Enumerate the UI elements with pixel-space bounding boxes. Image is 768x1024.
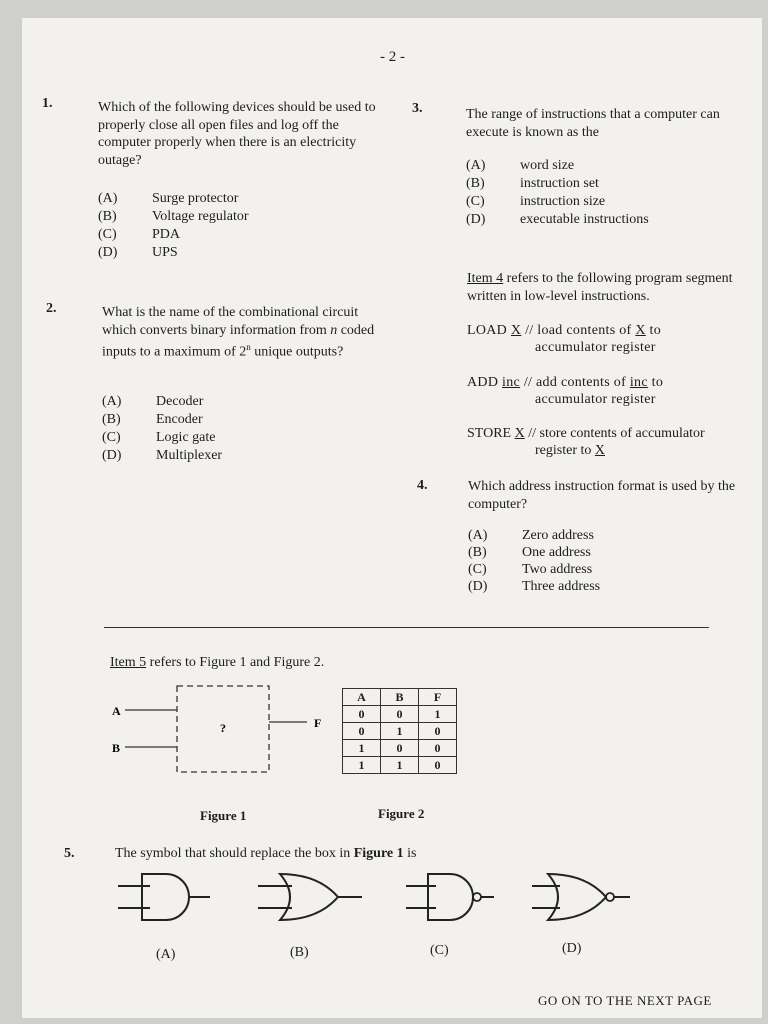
option-4d[interactable]: (D) Three address [468,579,601,594]
option-5d-label[interactable]: (D) [562,941,582,956]
exam-page [22,18,762,1018]
gate-options [110,870,650,930]
truth-table-row: 0 1 0 [343,723,457,740]
option-3c[interactable]: (C) instruction size [466,194,606,209]
question-2-text: What is the name of the combinational circuit which converts binary information from n coded inputs to a maximum of 2$^n$ unique outputs? [102,305,375,360]
nand-gate-icon[interactable] [406,874,494,920]
option-2b[interactable]: (B) Encoder [102,412,203,427]
option-4a[interactable]: (A) Zero address [468,528,594,543]
option-1a[interactable]: (A) Surge protector [98,191,239,206]
truth-table-header: A B F [343,689,457,706]
figure-1-caption: Figure 1 [200,808,247,823]
option-4b[interactable]: (B) One address [468,545,591,560]
code-line-add: ADD inc // add contents of inc to accumulator register [467,375,664,407]
question-3-text: The range of instructions that a computer can execute is known as the [466,107,720,140]
option-2d[interactable]: (D) Multiplexer [102,448,223,463]
item-5-intro: Item 5 refers to Figure 1 and Figure 2. [110,655,325,670]
question-2-options [102,393,222,465]
go-on-footer: GO ON TO THE NEXT PAGE [538,993,712,1008]
truth-table-row: 1 0 0 [343,740,457,757]
truth-table [342,688,457,774]
question-1-number: 1. [42,96,53,111]
figure-2-caption: Figure 2 [378,806,425,821]
question-5-number: 5. [64,846,75,861]
input-b-label: B [112,741,121,755]
question-4-text: Which address instruction format is used by the computer? [468,479,736,512]
truth-table-row: 1 1 0 [343,757,457,774]
option-3b[interactable]: (B) instruction set [466,176,599,191]
question-1-options [98,190,249,262]
question-3-number: 3. [412,101,423,116]
question-5-text: The symbol that should replace the box in Figure 1 is [115,846,417,861]
truth-table-row: 0 0 1 [343,706,457,723]
option-1b[interactable]: (B) Voltage regulator [98,209,249,224]
option-2c[interactable]: (C) Logic gate [102,430,216,445]
figure-1-diagram [107,680,347,780]
item-4-intro: Item 4 refers to the following program segment written in low-level instructions. [467,271,733,304]
input-a-label: A [112,704,121,718]
output-label: F [314,716,322,730]
code-line-load: LOAD X // load contents of X to accumulator register [467,323,662,355]
option-5a-label[interactable]: (A) [156,947,176,962]
question-3-options [466,157,649,229]
option-1c[interactable]: (C) PDA [98,227,181,242]
unknown-gate-mark: ? [220,721,226,735]
question-4-options [468,527,600,595]
page-number: - 2 - [380,49,405,65]
section-divider [104,627,709,628]
code-line-store: STORE X // store contents of accumulator register to X [467,426,705,458]
nor-gate-icon[interactable] [532,874,630,920]
option-3d[interactable]: (D) executable instructions [466,212,649,227]
or-gate-icon[interactable] [258,874,362,920]
question-1-text: Which of the following devices should be used to properly close all open files and log off the computer properly when there is an electricity outage? [98,100,376,168]
option-3a[interactable]: (A) word size [466,158,575,173]
option-5b-label[interactable]: (B) [290,945,309,960]
option-2a[interactable]: (A) Decoder [102,394,204,409]
option-5c-label[interactable]: (C) [430,943,449,958]
question-4-number: 4. [417,478,428,493]
option-4c[interactable]: (C) Two address [468,562,593,577]
option-1d[interactable]: (D) UPS [98,245,178,260]
and-gate-icon[interactable] [118,874,210,920]
question-2-number: 2. [46,301,57,316]
